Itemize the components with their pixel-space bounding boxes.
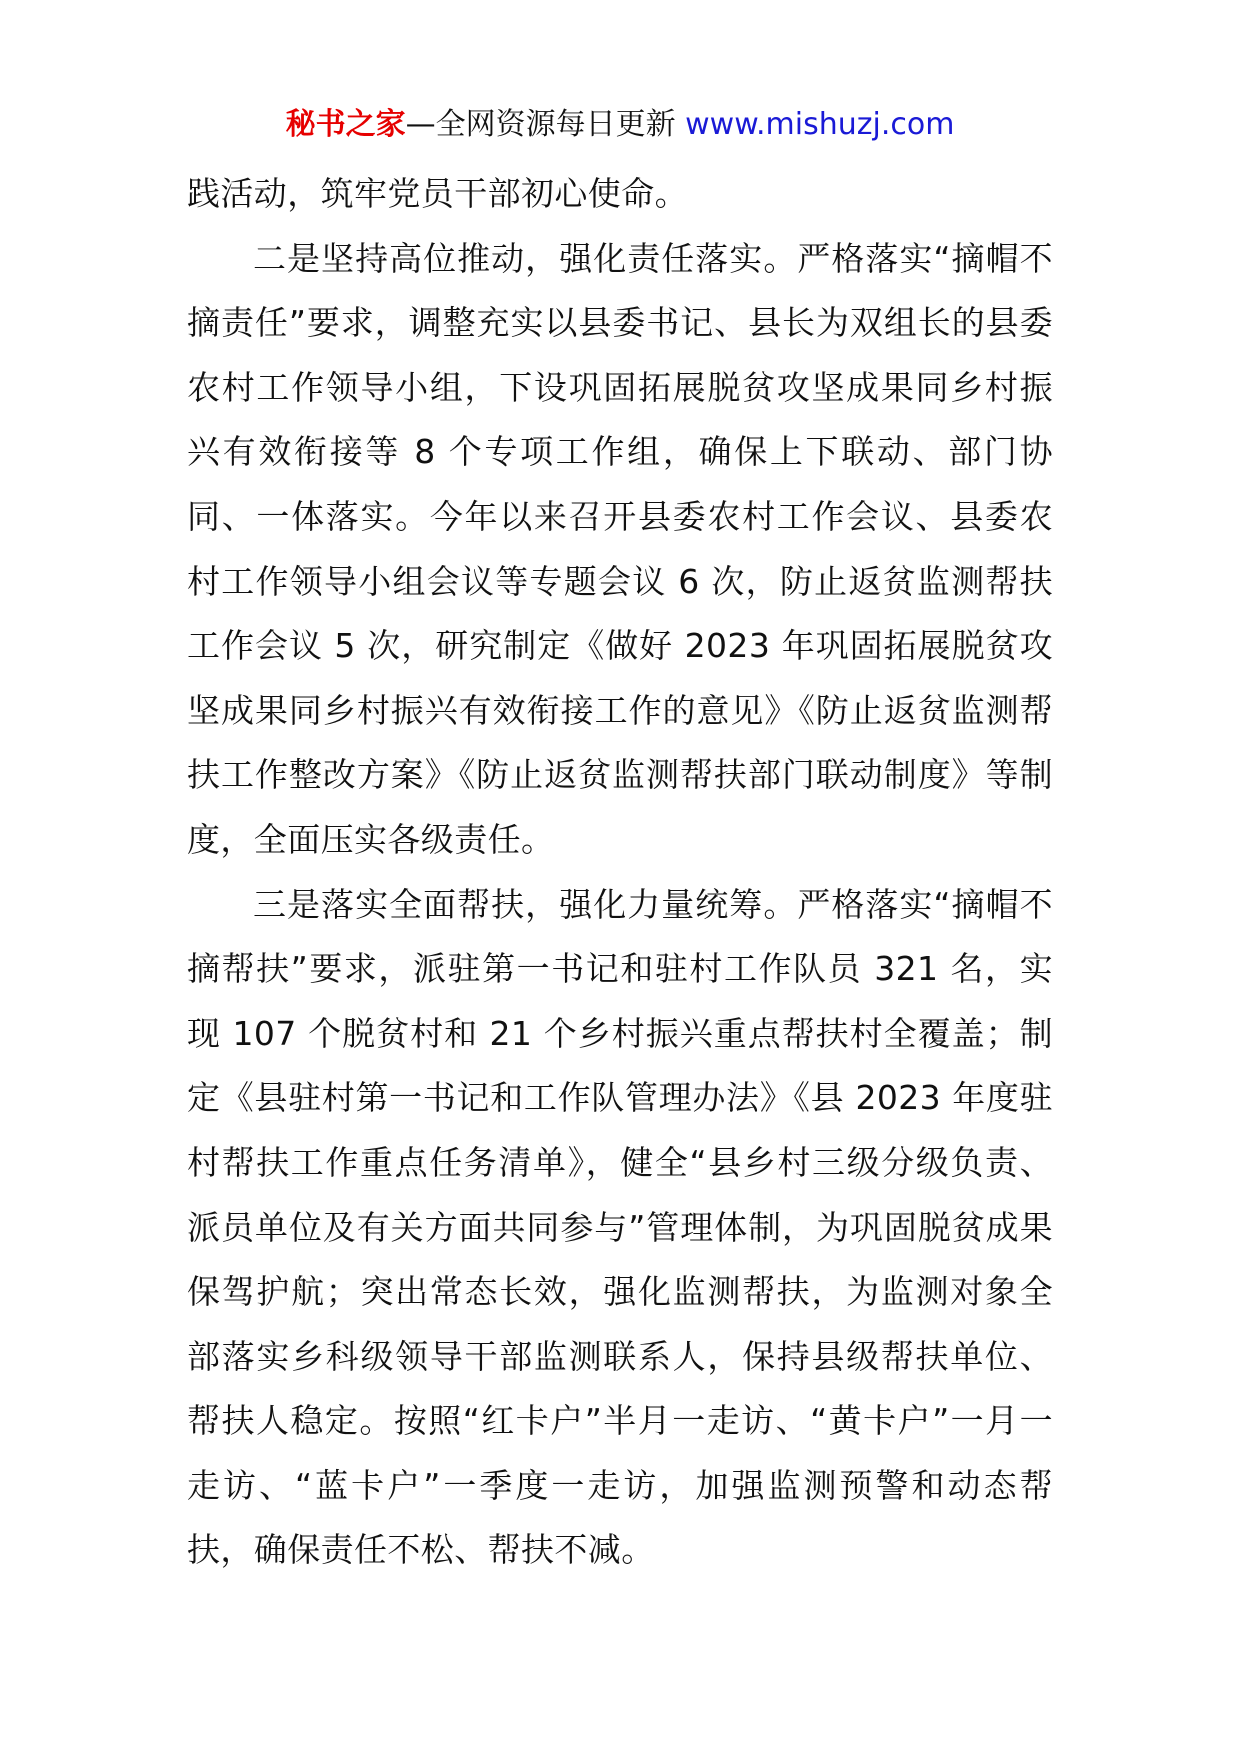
- site-url: www.mishuzj.com: [685, 107, 955, 142]
- paragraph-responsibility: 二是坚持高位推动，强化责任落实。严格落实“摘帽不摘责任”要求，调整充实以县委书记、县长为双组长的县委农村工作领导小组，下设巩固拓展脱贫攻坚成果同乡村振兴有效衔接等 8 个专项工作组，确保上下联动、部门协同、一体落实。今年以来召开县委农村工作会议、县委农村工作领导小组会议等专题会议 6 次，防止返贫监测帮扶工作会议 5 次，研究制定《做好 2023 年巩固拓展脱贫攻坚成果同乡村振兴有效衔接工作的意见》《防止返贫监测帮扶工作整改方案》《防止返贫监测帮扶部门联动制度》等制度，全面压实各级责任。: [187, 238, 1053, 859]
- paragraph-assistance: 三是落实全面帮扶，强化力量统筹。严格落实“摘帽不摘帮扶”要求，派驻第一书记和驻村工作队员 321 名，实现 107 个脱贫村和 21 个乡村振兴重点帮扶村全覆盖；制定《县驻村第一书记和工作队管理办法》《县 2023 年度驻村帮扶工作重点任务清单》，健全“县乡村三级分级负责、派员单位及有关方面共同参与”管理体制，为巩固脱贫成果保驾护航；突出常态长效，强化监测帮扶，为监测对象全部落实乡科级领导干部监测联系人，保持县级帮扶单位、帮扶人稳定。按照“红卡户”半月一走访、“黄卡户”一月一走访、“蓝卡户”一季度一走访，加强监测预警和动态帮扶，确保责任不松、帮扶不减。: [187, 884, 1053, 1570]
- brand-name: 秘书之家: [285, 107, 406, 142]
- header-slogan: —全网资源每日更新: [405, 107, 676, 142]
- document-body: [187, 162, 1053, 1583]
- page-header: [0, 100, 1240, 150]
- paragraph-continuation: 践活动，筑牢党员干部初心使命。: [187, 174, 688, 213]
